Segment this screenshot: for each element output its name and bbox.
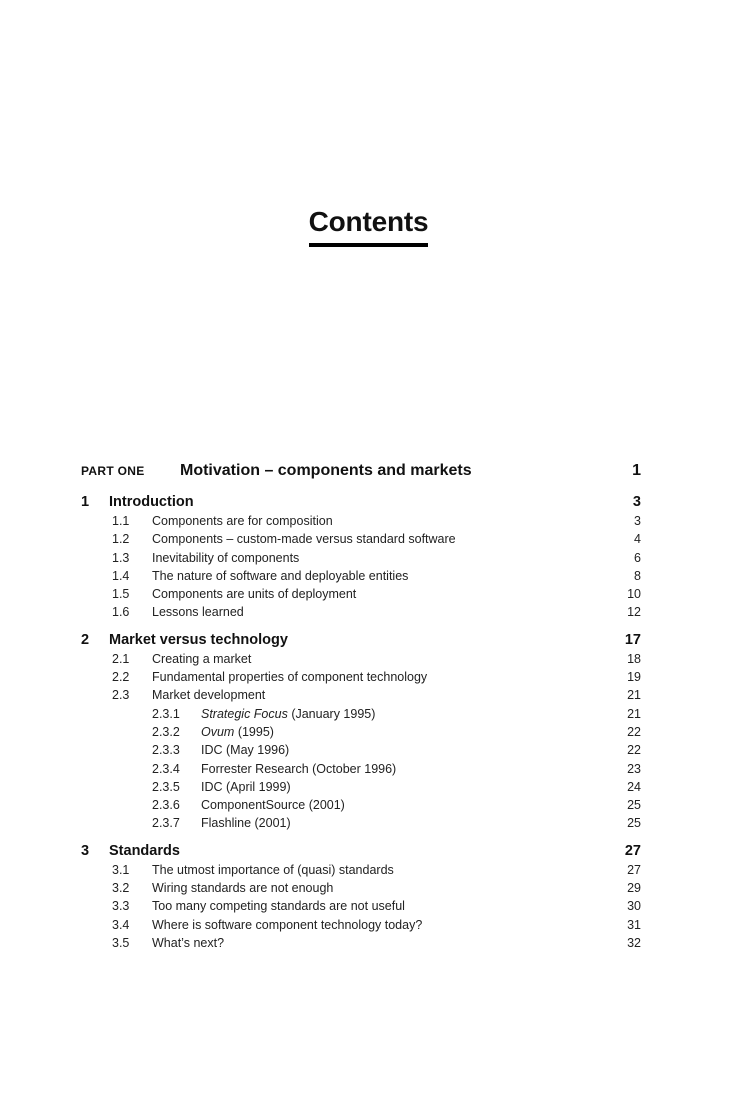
chapter-page: 17 xyxy=(624,631,641,648)
section-page: 29 xyxy=(627,881,641,896)
page-title: Contents xyxy=(309,208,429,247)
section-number: 1.2 xyxy=(112,532,130,547)
subsection-title-rest: IDC (May 1996) xyxy=(201,743,290,758)
subsection-title-rest: (January 1995) xyxy=(287,706,376,721)
subsection-title xyxy=(201,707,627,721)
section-number: 3.4 xyxy=(112,917,130,932)
subsection-title xyxy=(201,780,627,794)
subsection-row[interactable] xyxy=(81,725,641,743)
chapter-page: 3 xyxy=(632,494,641,510)
section-title: Creating a market xyxy=(152,651,252,666)
section-row[interactable] xyxy=(81,899,641,917)
section-title: Inevitability of components xyxy=(152,550,300,565)
section-page: 12 xyxy=(627,605,641,620)
part-title: Motivation – components and markets xyxy=(180,462,472,479)
section-number: 1.3 xyxy=(112,550,130,565)
subsection-title xyxy=(201,762,627,776)
subsection-number: 2.3.2 xyxy=(152,724,180,739)
chapter-1 xyxy=(81,494,641,624)
subsection-title xyxy=(201,798,627,812)
section-number: 1.4 xyxy=(112,568,130,583)
table-of-contents xyxy=(81,462,641,954)
chapter-2 xyxy=(81,632,641,835)
section-page: 3 xyxy=(634,514,641,528)
subsection-row[interactable] xyxy=(81,798,641,816)
chapter-3 xyxy=(81,843,641,954)
subsection-page: 25 xyxy=(627,798,641,813)
section-page: 32 xyxy=(627,935,641,950)
chapter-number: 1 xyxy=(81,494,90,510)
section-row[interactable] xyxy=(81,918,641,936)
part-heading[interactable] xyxy=(81,462,641,486)
section-number: 1.6 xyxy=(112,605,130,620)
section-number: 2.3 xyxy=(112,688,130,703)
subsection-title-rest: Forrester Research (October 1996) xyxy=(201,761,397,776)
subsection-title-italic: Strategic Focus xyxy=(201,706,288,721)
subsection-number: 2.3.6 xyxy=(152,798,180,813)
subsection-row[interactable] xyxy=(81,762,641,780)
section-title: What’s next? xyxy=(152,935,225,950)
section-page: 30 xyxy=(627,899,641,914)
section-row[interactable] xyxy=(81,532,641,550)
section-row[interactable] xyxy=(81,569,641,587)
section-row[interactable] xyxy=(81,881,641,899)
section-title: Market development xyxy=(152,688,266,703)
section-title: Components – custom-made versus standard software xyxy=(152,532,456,547)
chapter-number: 3 xyxy=(81,842,90,859)
section-row[interactable] xyxy=(81,652,641,670)
chapter-title: Introduction xyxy=(109,494,194,510)
section-page: 4 xyxy=(634,532,641,547)
subsection-page: 22 xyxy=(627,724,641,739)
subsection-row[interactable] xyxy=(81,816,641,834)
section-page: 21 xyxy=(627,688,641,703)
section-title: Too many competing standards are not useful xyxy=(152,899,405,914)
section-number: 3.3 xyxy=(112,899,130,914)
subsection-number: 2.3.4 xyxy=(152,761,180,776)
subsection-page: 21 xyxy=(627,706,641,721)
section-number: 3.5 xyxy=(112,935,130,950)
section-number: 3.2 xyxy=(112,881,130,896)
section-row[interactable] xyxy=(81,587,641,605)
subsection-number: 2.3.1 xyxy=(152,706,180,721)
subsection-title-rest: Flashline (2001) xyxy=(201,816,291,831)
subsection-title xyxy=(201,725,627,739)
section-number: 1.5 xyxy=(112,587,130,602)
chapter-heading[interactable] xyxy=(81,494,641,514)
subsection-number: 2.3.7 xyxy=(152,816,180,831)
section-row[interactable] xyxy=(81,670,641,688)
section-row[interactable] xyxy=(81,551,641,569)
subsection-title xyxy=(201,743,627,757)
section-row[interactable] xyxy=(81,605,641,623)
section-number: 3.1 xyxy=(112,862,130,877)
section-title: The utmost importance of (quasi) standards xyxy=(152,862,394,877)
part-page: 1 xyxy=(632,462,641,479)
subsection-row[interactable] xyxy=(81,743,641,761)
section-page: 10 xyxy=(627,587,641,602)
section-page: 27 xyxy=(627,862,641,877)
section-number: 2.1 xyxy=(112,651,130,666)
subsection-title-rest: IDC (April 1999) xyxy=(201,779,291,794)
section-row[interactable] xyxy=(81,688,641,706)
section-page: 31 xyxy=(627,917,641,932)
subsection-row[interactable] xyxy=(81,707,641,725)
chapter-page: 27 xyxy=(624,842,641,859)
subsection-title-rest: ComponentSource (2001) xyxy=(201,798,345,813)
section-number: 2.2 xyxy=(112,670,130,685)
subsection-page: 22 xyxy=(627,743,641,758)
chapter-title: Standards xyxy=(109,842,180,859)
section-title: The nature of software and deployable entities xyxy=(152,568,409,583)
chapter-number: 2 xyxy=(81,631,90,648)
section-row[interactable] xyxy=(81,936,641,954)
section-title: Components are for composition xyxy=(152,514,333,528)
section-title: Fundamental properties of component technology xyxy=(152,670,428,685)
chapter-heading[interactable] xyxy=(81,843,641,863)
subsection-title-italic: Ovum xyxy=(201,724,235,739)
subsection-row[interactable] xyxy=(81,780,641,798)
section-page: 8 xyxy=(634,568,641,583)
subsection-number: 2.3.3 xyxy=(152,743,180,758)
part-label: PART ONE xyxy=(81,464,145,478)
subsection-page: 24 xyxy=(627,779,641,794)
section-page: 18 xyxy=(627,651,641,666)
subsection-title xyxy=(201,816,627,830)
title-block xyxy=(0,208,737,247)
section-page: 19 xyxy=(627,670,641,685)
section-row[interactable] xyxy=(81,863,641,881)
section-title: Components are units of deployment xyxy=(152,587,357,602)
section-title: Wiring standards are not enough xyxy=(152,881,334,896)
section-number: 1.1 xyxy=(112,514,130,528)
subsection-page: 25 xyxy=(627,816,641,831)
subsection-title-rest: (1995) xyxy=(234,724,274,739)
section-row[interactable] xyxy=(81,514,641,532)
section-title: Where is software component technology today? xyxy=(152,917,423,932)
subsection-page: 23 xyxy=(627,761,641,776)
section-page: 6 xyxy=(634,550,641,565)
chapter-heading[interactable] xyxy=(81,632,641,652)
section-title: Lessons learned xyxy=(152,605,244,620)
chapter-title: Market versus technology xyxy=(109,631,288,648)
subsection-number: 2.3.5 xyxy=(152,779,180,794)
